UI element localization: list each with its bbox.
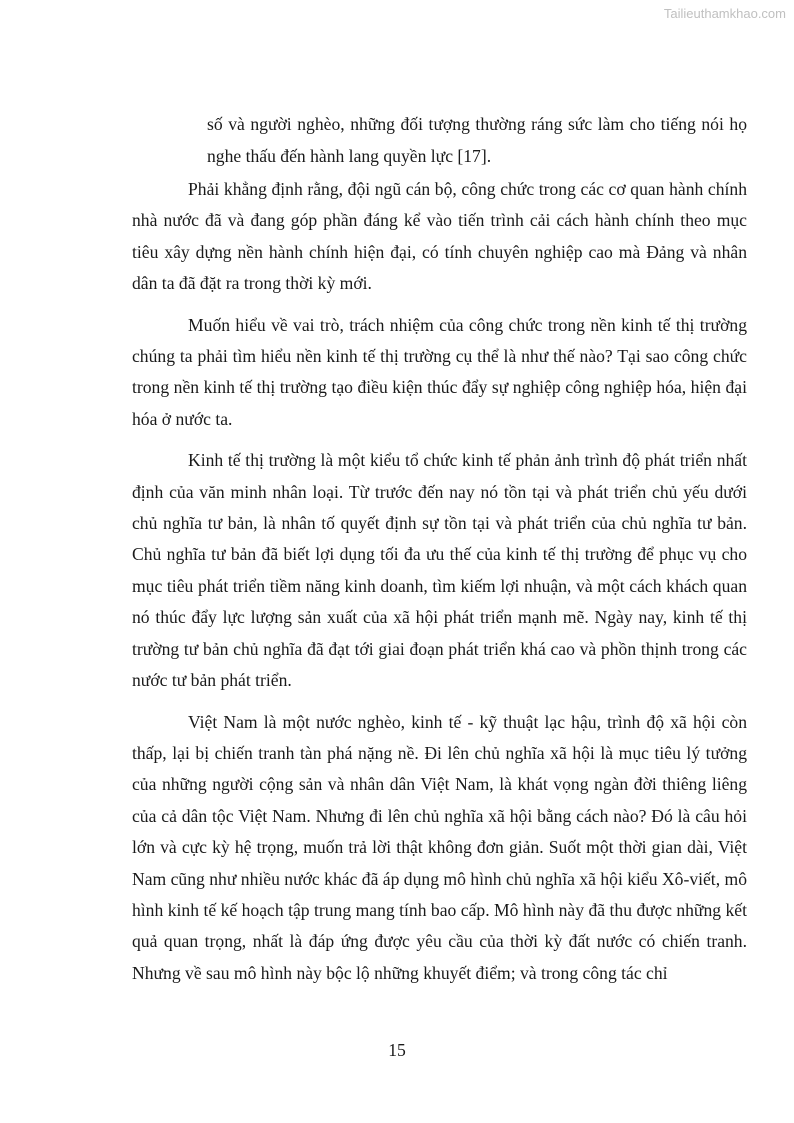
body-text: [132, 174, 747, 999]
page-number: 15: [388, 1040, 406, 1060]
paragraph: Kinh tế thị trường là một kiểu tổ chức kinh tế phản ảnh trình độ phát triển nhất định của văn minh nhân loại. Từ trước đến nay nó tồn tại và phát triển chủ yếu dưới chủ nghĩa tư bản, là nhân tố quyết định sự tồn tại và phát triển của chủ nghĩa tư bản. Chủ nghĩa tư bản đã biết lợi dụng tối đa ưu thế của kinh tế thị trường để phục vụ cho mục tiêu phát triển tiềm năng kinh doanh, tìm kiếm lợi nhuận, và một cách khách quan nó thúc đẩy lực lượng sản xuất của xã hội phát triển mạnh mẽ. Ngày nay, kinh tế thị trường tư bản chủ nghĩa đã đạt tới giai đoạn phát triển khá cao và phồn thịnh trong các nước tư bản phát triển.: [132, 450, 747, 691]
block-quote: số và người nghèo, những đối tượng thường ráng sức làm cho tiếng nói họ nghe thấu đến hành lang quyền lực [17].: [207, 114, 747, 166]
paragraph: Phải khẳng định rằng, đội ngũ cán bộ, công chức trong các cơ quan hành chính nhà nước đã và đang góp phần đáng kể vào tiến trình cải cách hành chính theo mục tiêu xây dựng nền hành chính hiện đại, có tính chuyên nghiệp cao mà Đảng và nhân dân ta đã đặt ra trong thời kỳ mới.: [132, 179, 747, 294]
watermark: Tailieuthamkhao.com: [663, 6, 786, 21]
paragraph: Việt Nam là một nước nghèo, kinh tế - kỹ thuật lạc hậu, trình độ xã hội còn thấp, lại bị chiến tranh tàn phá nặng nề. Đi lên chủ nghĩa xã hội là mục tiêu lý tưởng của những người cộng sản và nhân dân Việt Nam, là khát vọng ngàn đời thiêng liêng của cả dân tộc Việt Nam. Nhưng đi lên chủ nghĩa xã hội bằng cách nào? Đó là câu hỏi lớn và cực kỳ hệ trọng, muốn trả lời thật không đơn giản. Suốt một thời gian dài, Việt Nam cũng như nhiều nước khác đã áp dụng mô hình chủ nghĩa xã hội kiểu Xô-viết, mô hình kinh tế kế hoạch tập trung mang tính bao cấp. Mô hình này đã thu được những kết quả quan trọng, nhất là đáp ứng được yêu cầu của thời kỳ đất nước có chiến tranh. Nhưng về sau mô hình này bộc lộ những khuyết điểm; và trong công tác chỉ: [132, 711, 747, 983]
paragraph: Muốn hiểu về vai trò, trách nhiệm của công chức trong nền kinh tế thị trường chúng ta phải tìm hiểu nền kinh tế thị trường cụ thể là như thế nào? Tại sao công chức trong nền kinh tế thị trường tạo điều kiện thúc đẩy sự nghiệp công nghiệp hóa, hiện đại hóa ở nước ta.: [132, 314, 747, 429]
